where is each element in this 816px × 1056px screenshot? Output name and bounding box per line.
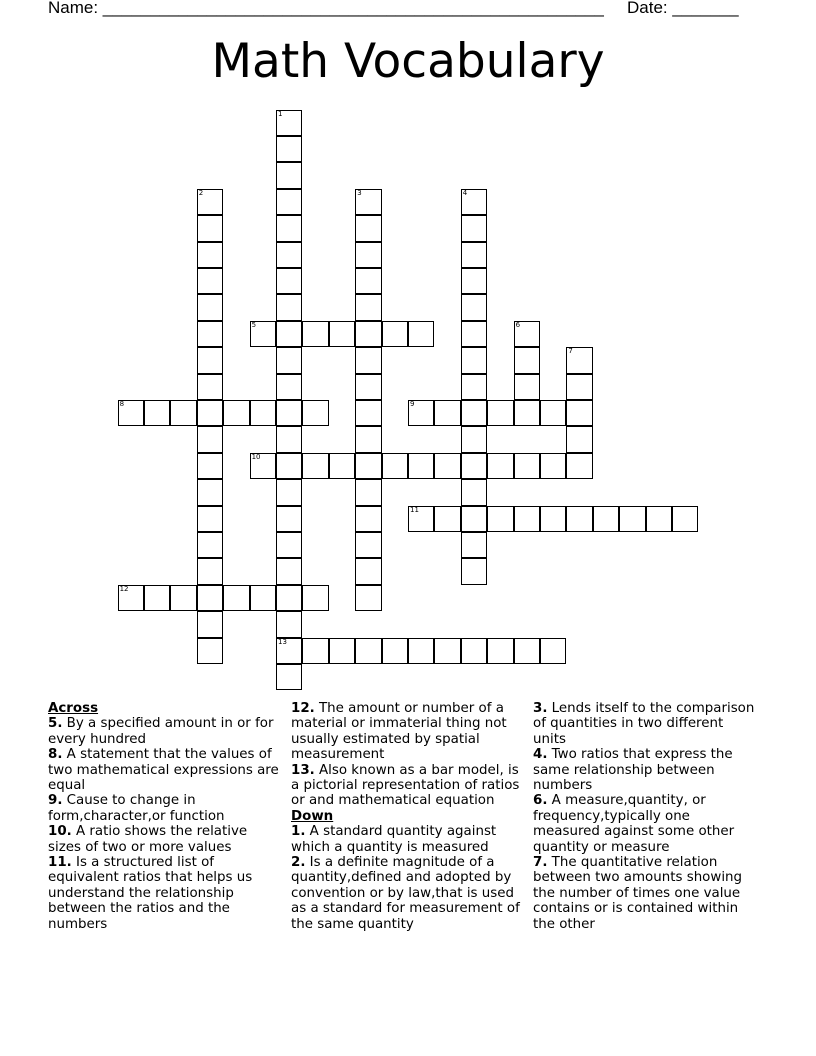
- grid-cell[interactable]: [170, 585, 196, 611]
- grid-cell[interactable]: [434, 400, 460, 426]
- grid-cell[interactable]: [434, 638, 460, 664]
- grid-cell[interactable]: [355, 400, 381, 426]
- grid-cell[interactable]: [355, 242, 381, 268]
- grid-cell[interactable]: [514, 347, 540, 373]
- grid-cell[interactable]: [461, 506, 487, 532]
- grid-cell[interactable]: [408, 453, 434, 479]
- clue-across-10: 10. A ratio shows the relative sizes of two or more values: [48, 824, 248, 855]
- grid-cell[interactable]: [302, 638, 328, 664]
- grid-cell[interactable]: [566, 506, 592, 532]
- clue-down-6: 6. A measure,quantity, or frequency,typically one measured against some other quantity or measure: [533, 793, 735, 855]
- grid-cell[interactable]: [197, 242, 223, 268]
- grid-cell[interactable]: [276, 664, 302, 690]
- grid-cell[interactable]: [276, 506, 302, 532]
- grid-cell[interactable]: [197, 585, 223, 611]
- grid-cell[interactable]: [461, 374, 487, 400]
- clue-across-8: 8. A statement that the values of two mathematical expressions are equal: [48, 747, 279, 794]
- grid-cell[interactable]: [197, 453, 223, 479]
- grid-cell[interactable]: [355, 558, 381, 584]
- grid-cell[interactable]: [276, 294, 302, 320]
- grid-cell[interactable]: [540, 638, 566, 664]
- grid-cell[interactable]: [276, 215, 302, 241]
- grid-cell[interactable]: [593, 506, 619, 532]
- grid-cell[interactable]: [197, 321, 223, 347]
- grid-cell[interactable]: [197, 426, 223, 452]
- grid-cell[interactable]: [276, 374, 302, 400]
- clue-number: 13: [278, 637, 287, 646]
- grid-cell[interactable]: [302, 585, 328, 611]
- grid-cell[interactable]: [276, 347, 302, 373]
- grid-cell[interactable]: [382, 453, 408, 479]
- clue-across-9: 9. Cause to change in form,character,or function: [48, 793, 225, 824]
- grid-cell[interactable]: [646, 506, 672, 532]
- page-title: Math Vocabulary: [211, 34, 605, 89]
- grid-cell[interactable]: [487, 453, 513, 479]
- grid-cell[interactable]: [197, 294, 223, 320]
- clue-across-11: 11. Is a structured list of equivalent ratios that helps us understand the relationship between the ratios and the numbers: [48, 855, 253, 932]
- grid-cell[interactable]: [355, 506, 381, 532]
- grid-cell[interactable]: [197, 611, 223, 637]
- grid-cell[interactable]: [355, 347, 381, 373]
- grid-cell[interactable]: [382, 638, 408, 664]
- clue-down-1: 1. A standard quantity against which a quantity is measured: [291, 824, 497, 855]
- clue-across-5: 5. By a specified amount in or for every hundred: [48, 716, 274, 747]
- grid-cell[interactable]: [461, 426, 487, 452]
- grid-cell[interactable]: [276, 321, 302, 347]
- grid-cell[interactable]: [408, 321, 434, 347]
- grid-cell[interactable]: [461, 453, 487, 479]
- clue-across-13: 13. Also known as a bar model, is a pictorial representation of ratios or and mathematical equation: [291, 762, 520, 809]
- grid-cell[interactable]: [355, 532, 381, 558]
- grid-cell[interactable]: [197, 189, 223, 215]
- grid-cell[interactable]: [540, 400, 566, 426]
- grid-cell[interactable]: [250, 321, 276, 347]
- clue-number: 5: [251, 320, 257, 329]
- grid-cell[interactable]: [382, 321, 408, 347]
- grid-cell[interactable]: [355, 321, 381, 347]
- clue-number: 7: [568, 347, 573, 356]
- grid-cell[interactable]: [461, 268, 487, 294]
- grid-cell[interactable]: [461, 321, 487, 347]
- grid-cell[interactable]: [461, 294, 487, 320]
- grid-cell[interactable]: [355, 638, 381, 664]
- grid-cell[interactable]: [276, 585, 302, 611]
- clue-down-3: 3. Lends itself to the comparison of quantities in two different units: [533, 701, 755, 747]
- grid-cell[interactable]: [276, 110, 302, 136]
- grid-cell[interactable]: [355, 294, 381, 320]
- grid-cell[interactable]: [329, 638, 355, 664]
- grid-cell[interactable]: [250, 585, 276, 611]
- clue-number: 1: [278, 109, 283, 118]
- grid-cell[interactable]: [461, 189, 487, 215]
- grid-cell[interactable]: [276, 136, 302, 162]
- grid-cell[interactable]: [355, 585, 381, 611]
- grid-cell[interactable]: [118, 400, 144, 426]
- grid-cell[interactable]: [144, 400, 170, 426]
- grid-cell[interactable]: [355, 453, 381, 479]
- grid-cell[interactable]: [408, 638, 434, 664]
- grid-cell[interactable]: [223, 585, 249, 611]
- grid-cell[interactable]: [355, 479, 381, 505]
- grid-cell[interactable]: [276, 268, 302, 294]
- down-heading: Down: [291, 808, 334, 824]
- grid-cell[interactable]: [276, 558, 302, 584]
- clue-number: 6: [515, 320, 521, 329]
- grid-cell[interactable]: [197, 347, 223, 373]
- grid-cell[interactable]: [276, 453, 302, 479]
- clue-down-4: 4. Two ratios that express the same relationship between numbers: [533, 747, 733, 794]
- clue-number: 8: [119, 400, 125, 408]
- grid-cell[interactable]: [250, 453, 276, 479]
- grid-cell[interactable]: [276, 638, 302, 664]
- grid-cell[interactable]: [461, 347, 487, 373]
- grid-cell[interactable]: [144, 585, 170, 611]
- grid-cell[interactable]: [514, 374, 540, 400]
- grid-cell[interactable]: [566, 347, 592, 373]
- grid-cell[interactable]: [276, 162, 302, 188]
- grid-cell[interactable]: [461, 215, 487, 241]
- grid-cell[interactable]: [197, 638, 223, 664]
- grid-cell[interactable]: [355, 215, 381, 241]
- grid-cell[interactable]: [487, 506, 513, 532]
- grid-cell[interactable]: [276, 400, 302, 426]
- grid-cell[interactable]: [118, 585, 144, 611]
- grid-cell[interactable]: [197, 479, 223, 505]
- grid-cell[interactable]: [302, 453, 328, 479]
- grid-cell[interactable]: [566, 453, 592, 479]
- clue-column-1: [48, 701, 280, 932]
- clue-across-12: 12. The amount or number of a material or immaterial thing not usually estimated by spatial measurement: [291, 701, 507, 763]
- grid-cell[interactable]: [276, 242, 302, 268]
- name-field[interactable]: Name: _____________________________________________________: [48, 0, 604, 17]
- grid-cell[interactable]: [566, 426, 592, 452]
- clue-down-2: 2. Is a definite magnitude of a quantity,defined and adopted by convention or by law,that is used as a standard for measurement of the same quantity: [291, 855, 520, 932]
- grid-cell[interactable]: [197, 400, 223, 426]
- grid-cell[interactable]: [302, 321, 328, 347]
- grid-cell[interactable]: [540, 453, 566, 479]
- grid-cell[interactable]: [514, 638, 540, 664]
- date-field[interactable]: Date: _______: [627, 0, 739, 17]
- grid-cell[interactable]: [197, 374, 223, 400]
- grid-cell[interactable]: [514, 506, 540, 532]
- grid-cell[interactable]: [461, 242, 487, 268]
- grid-cell[interactable]: [619, 506, 645, 532]
- grid-cell[interactable]: [276, 189, 302, 215]
- grid-cell[interactable]: [276, 479, 302, 505]
- clue-number: 9: [410, 400, 415, 408]
- grid-cell[interactable]: [461, 479, 487, 505]
- clue-number: 2: [198, 188, 204, 197]
- grid-cell[interactable]: [197, 268, 223, 294]
- grid-cell[interactable]: [223, 400, 249, 426]
- grid-cell[interactable]: [276, 532, 302, 558]
- grid-cell[interactable]: [329, 453, 355, 479]
- grid-cell[interactable]: [408, 400, 434, 426]
- grid-cell[interactable]: [408, 506, 434, 532]
- grid-cell[interactable]: [355, 374, 381, 400]
- clue-column-3: [533, 701, 759, 932]
- grid-cell[interactable]: [487, 638, 513, 664]
- grid-cell[interactable]: [276, 611, 302, 637]
- clue-down-7: 7. The quantitative relation between two amounts showing the number of times one value contains or is contained within the other: [533, 855, 743, 932]
- grid-cell[interactable]: [514, 453, 540, 479]
- grid-cell[interactable]: [461, 400, 487, 426]
- across-heading: Across: [48, 701, 99, 716]
- clue-number: 10: [251, 452, 261, 461]
- grid-cell[interactable]: [197, 532, 223, 558]
- grid-cell[interactable]: [355, 268, 381, 294]
- grid-cell[interactable]: [540, 506, 566, 532]
- grid-cell[interactable]: [355, 189, 381, 215]
- grid-cell[interactable]: [672, 506, 698, 532]
- grid-cell[interactable]: [170, 400, 196, 426]
- clue-number: 3: [357, 188, 362, 197]
- clue-number: 12: [119, 584, 129, 593]
- grid-cell[interactable]: [514, 400, 540, 426]
- grid-cell[interactable]: [276, 426, 302, 452]
- clue-number: 4: [462, 188, 468, 197]
- grid-cell[interactable]: [302, 400, 328, 426]
- grid-cell[interactable]: [461, 558, 487, 584]
- grid-cell[interactable]: [566, 400, 592, 426]
- grid-cell[interactable]: [434, 506, 460, 532]
- grid-cell[interactable]: [197, 215, 223, 241]
- clue-number: 11: [410, 505, 419, 514]
- grid-cell[interactable]: [355, 426, 381, 452]
- clue-column-2: [291, 701, 521, 932]
- grid-cell[interactable]: [487, 400, 513, 426]
- grid-cell[interactable]: [461, 638, 487, 664]
- grid-cell[interactable]: [461, 532, 487, 558]
- grid-cell[interactable]: [197, 558, 223, 584]
- grid-cell[interactable]: [434, 453, 460, 479]
- grid-cell[interactable]: [329, 321, 355, 347]
- grid-cell[interactable]: [250, 400, 276, 426]
- grid-cell[interactable]: [514, 321, 540, 347]
- grid-cell[interactable]: [566, 374, 592, 400]
- grid-cell[interactable]: [197, 506, 223, 532]
